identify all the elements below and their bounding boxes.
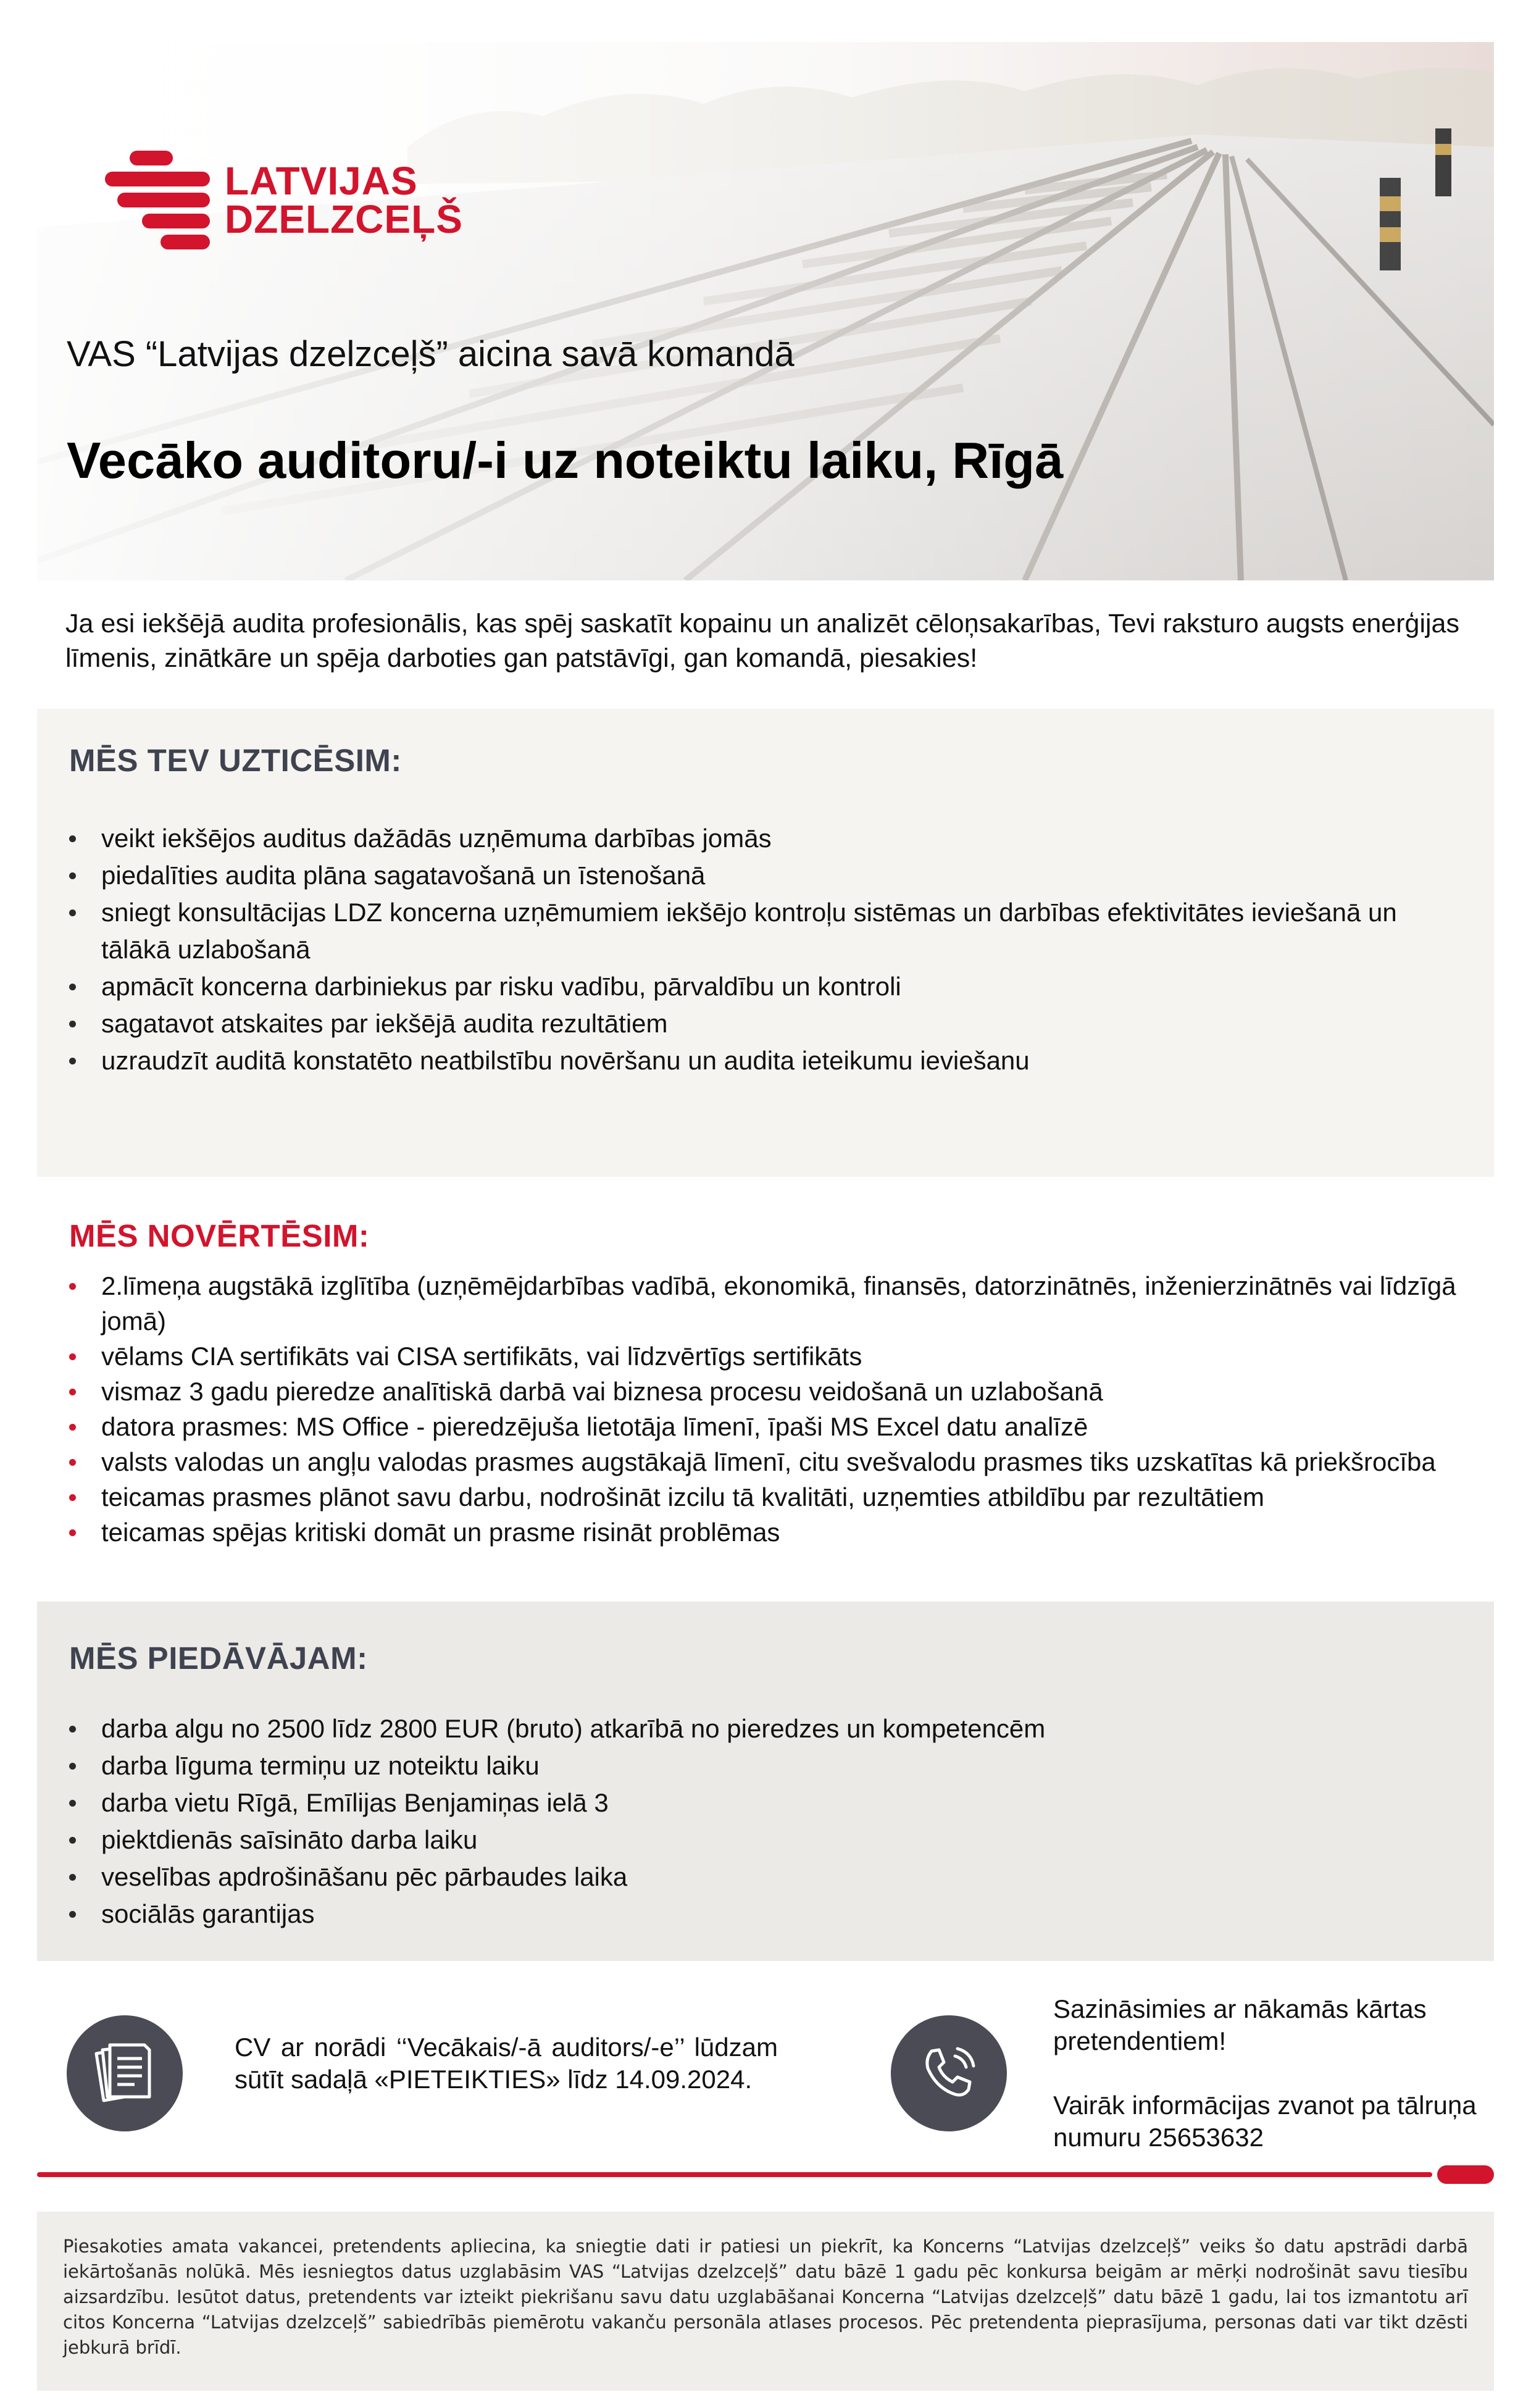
logo-line-2: DZELZCEĻŠ	[225, 197, 463, 241]
intro-paragraph: Ja esi iekšējā audita profesionālis, kas spēj saskatīt kopainu un analizēt cēloņsakarības, Tevi raksturo augsts enerģijas līmenis, zinātkāre un spēja darboties gan patstāvīgi, gan komandā, piesakies!	[65, 609, 1459, 673]
requirements-section	[37, 1179, 1494, 1599]
job-title: Vecāko auditoru/-i uz noteiktu laiku, Rīgā	[67, 432, 1064, 489]
railway-background-image	[37, 42, 1494, 580]
list-item: darba algu no 2500 līdz 2800 EUR (bruto) atkarībā no pieredzes un kompetencēm	[69, 1710, 1464, 1747]
list-item: datora prasmes: MS Office - pieredzējuša lietotāja līmenī, īpaši MS Excel datu analīzē	[69, 1409, 1464, 1444]
list-item: darba vietu Rīgā, Emīlijas Benjamiņas ielā 3	[69, 1784, 1464, 1821]
list-item: valsts valodas un angļu valodas prasmes augstākajā līmenī, citu svešvalodu prasmes tiks uzskatītas kā priekšrocība	[69, 1444, 1464, 1479]
divider-pill	[1437, 2165, 1494, 2184]
list-item: sociālās garantijas	[69, 1896, 1464, 1933]
list-item: apmācīt koncerna darbiniekus par risku vadību, pārvaldību un kontroli	[69, 968, 1464, 1005]
logo-line-1: LATVIJAS	[225, 159, 418, 203]
divider-line	[37, 2172, 1432, 2177]
duties-heading: MĒS TEV UZTICĒSIM:	[69, 743, 402, 778]
privacy-text: Piesakoties amata vakancei, pretendents apliecina, ka sniegtie dati ir patiesi un piekrīt, ka Koncerns “Latvijas dzelzceļš” veiks šo datu apstrādi darbā iekārtošanās nolūkā. Mēs iesniegtos datus uzglabāsim VAS “Latvijas dzelzceļš” datu bāzē 1 gadu pēc konkursa beigām ar mērķi nodrošināt savu tiesību aizsardzību. Iesūtot datus, pretendents var izteikt piekrišanu savu datu uzglabāšanai Koncerna “Latvijas dzelzceļš” datu bāzē 1 gadu, lai tos izmantotu arī citos Koncerna “Latvijas dzelzceļš” sabiedrībās piemērotu vakanču personāla atlases procesos. Pēc pretendenta pieprasījuma, personas dati var tikt dzēsti jebkurā brīdī.	[63, 2236, 1468, 2358]
offer-section	[37, 1602, 1494, 1961]
hero-banner	[37, 42, 1494, 580]
documents-icon	[67, 2015, 183, 2131]
offer-heading: MĒS PIEDĀVĀJAM:	[69, 1641, 368, 1676]
list-item: sniegt konsultācijas LDZ koncerna uzņēmumiem iekšējo kontroļu sistēmas un darbības efektivitātes ieviešanā un tālākā uzlabošanā	[69, 894, 1464, 968]
phone-info: Vairāk informācijas zvanot pa tālruņa numuru 25653632	[1053, 2091, 1477, 2152]
list-item: teicamas spējas kritiski domāt un prasme risināt problēmas	[69, 1515, 1464, 1550]
duties-section	[37, 709, 1494, 1177]
list-item: 2.līmeņa augstākā izglītība (uzņēmējdarbības vadībā, ekonomikā, finansēs, datorzinātnēs, inženierzinātnēs vai līdzīgā jomā)	[69, 1268, 1464, 1339]
requirements-list	[69, 1268, 1464, 1550]
ldz-logo-stripes-icon	[105, 151, 222, 256]
list-item: darba līguma termiņu uz noteiktu laiku	[69, 1747, 1464, 1784]
list-item: veikt iekšējos auditus dažādās uzņēmuma darbības jomās	[69, 820, 1464, 857]
cv-instructions: CV ar norādi ‘‘Vecākais/-ā auditors/-e’’ lūdzam sūtīt sadaļā «PIETEIKTIES» līdz 14.09.2024.	[235, 2033, 778, 2094]
phone-icon	[891, 2015, 1007, 2131]
list-item: piedalīties audita plāna sagatavošanā un īstenošanā	[69, 857, 1464, 894]
list-item: teicamas prasmes plānot savu darbu, nodrošināt izcilu tā kvalitāti, uzņemties atbildību par rezultātiem	[69, 1479, 1464, 1515]
list-item: uzraudzīt auditā konstatēto neatbilstību novēršanu un audita ieteikumu ieviešanu	[69, 1042, 1464, 1079]
list-item: vēlams CIA sertifikāts vai CISA sertifikāts, vai līdzvērtīgs sertifikāts	[69, 1339, 1464, 1374]
list-item: piektdienās saīsināto darba laiku	[69, 1821, 1464, 1858]
list-item: veselības apdrošināšanu pēc pārbaudes laika	[69, 1858, 1464, 1896]
duties-list	[69, 820, 1464, 1079]
contact-notice: Sazināsimies ar nākamās kārtas pretendentiem!	[1053, 1994, 1427, 2055]
requirements-heading: MĒS NOVĒRTĒSIM:	[69, 1218, 370, 1253]
list-item: sagatavot atskaites par iekšējā audita rezultātiem	[69, 1005, 1464, 1042]
privacy-footer	[37, 2212, 1494, 2391]
offer-list	[69, 1710, 1464, 1933]
brand-logo	[105, 151, 463, 256]
list-item: vismaz 3 gadu pieredze analītiskā darbā vai biznesa procesu veidošanā un uzlabošanā	[69, 1374, 1464, 1409]
invite-line: VAS “Latvijas dzelzceļš” aicina savā komandā	[67, 334, 795, 374]
